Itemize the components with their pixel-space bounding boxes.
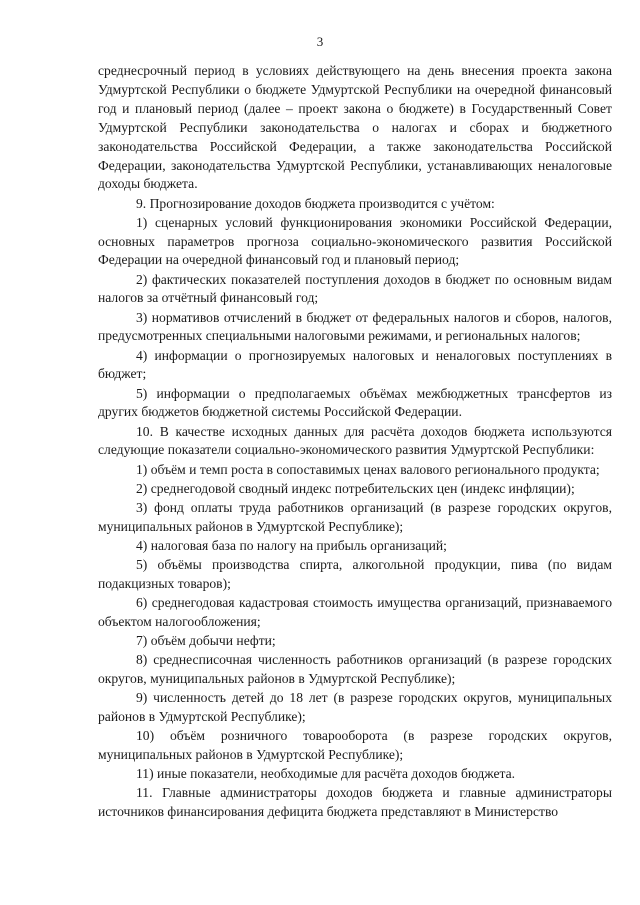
- page-number: 3: [316, 34, 324, 49]
- paragraph: 9. Прогнозирование доходов бюджета производится с учётом:: [136, 195, 495, 211]
- document-body: [98, 62, 612, 822]
- paragraph: 11) иные показатели, необходимые для расчёта доходов бюджета.: [136, 765, 516, 781]
- paragraph: 5) информации о предполагаемых объёмах межбюджетных трансфертов из других бюджетов бюджетной системы Российской Федерации.: [98, 385, 612, 420]
- paragraph: 7) объём добычи нефти;: [136, 632, 276, 648]
- paragraph: 11. Главные администраторы доходов бюджета и главные администраторы источников финансирования дефицита бюджета представляют в Министерство: [98, 785, 612, 819]
- paragraph: 10. В качестве исходных данных для расчёта доходов бюджета используются следующие показатели социально-экономического развития Удмуртской Республики:: [98, 423, 612, 458]
- paragraph: среднесрочный период в условиях действующего на день внесения проекта закона Удмуртской Республики о бюджете Удмуртской Республики на очередной финансовый год и плановый период (далее – проект закона о бюджете) в Государственный Совет Удмуртской Республики законодательства о налогах и сборах и бюджетного законодательства Российской Федерации, а также законодательства Российской Федерации, законодательства Удмуртской Республики, устанавливающих неналоговые доходы бюджета.: [98, 63, 612, 192]
- paragraph: 4) налоговая база по налогу на прибыль организаций;: [136, 537, 447, 553]
- paragraph: 1) сценарных условий функционирования экономики Российской Федерации, основных параметров прогноза социально-экономического развития Российской Федерации на очередной финансовый год и плановый период;: [98, 214, 612, 268]
- paragraph: 2) фактических показателей поступления доходов в бюджет по основным видам налогов за отчётный финансовый год;: [98, 271, 612, 306]
- paragraph: 9) численность детей до 18 лет (в разрезе городских округов, муниципальных районов в Удмуртской Республике);: [98, 689, 612, 724]
- paragraph: 8) среднесписочная численность работников организаций (в разрезе городских округов, муниципальных районов в Удмуртской Республике);: [98, 651, 612, 686]
- paragraph: 3) фонд оплаты труда работников организаций (в разрезе городских округов, муниципальных районов в Удмуртской Республике);: [98, 499, 612, 534]
- paragraph: 3) нормативов отчислений в бюджет от федеральных налогов и сборов, налогов, предусмотренных специальными налоговыми режимами, и региональных налогов;: [98, 309, 612, 344]
- paragraph: 10) объём розничного товарооборота (в разрезе городских округов, муниципальных районов в Удмуртской Республике);: [98, 727, 612, 762]
- paragraph: 1) объём и темп роста в сопоставимых ценах валового регионального продукта;: [136, 461, 600, 477]
- paragraph: 5) объёмы производства спирта, алкогольной продукции, пива (по видам подакцизных товаров);: [98, 556, 612, 591]
- paragraph: 6) среднегодовая кадастровая стоимость имущества организаций, признаваемого объектом налогообложения;: [98, 594, 612, 629]
- paragraph: 4) информации о прогнозируемых налоговых и неналоговых поступлениях в бюджет;: [98, 347, 612, 382]
- paragraph: 2) среднегодовой сводный индекс потребительских цен (индекс инфляции);: [136, 480, 575, 496]
